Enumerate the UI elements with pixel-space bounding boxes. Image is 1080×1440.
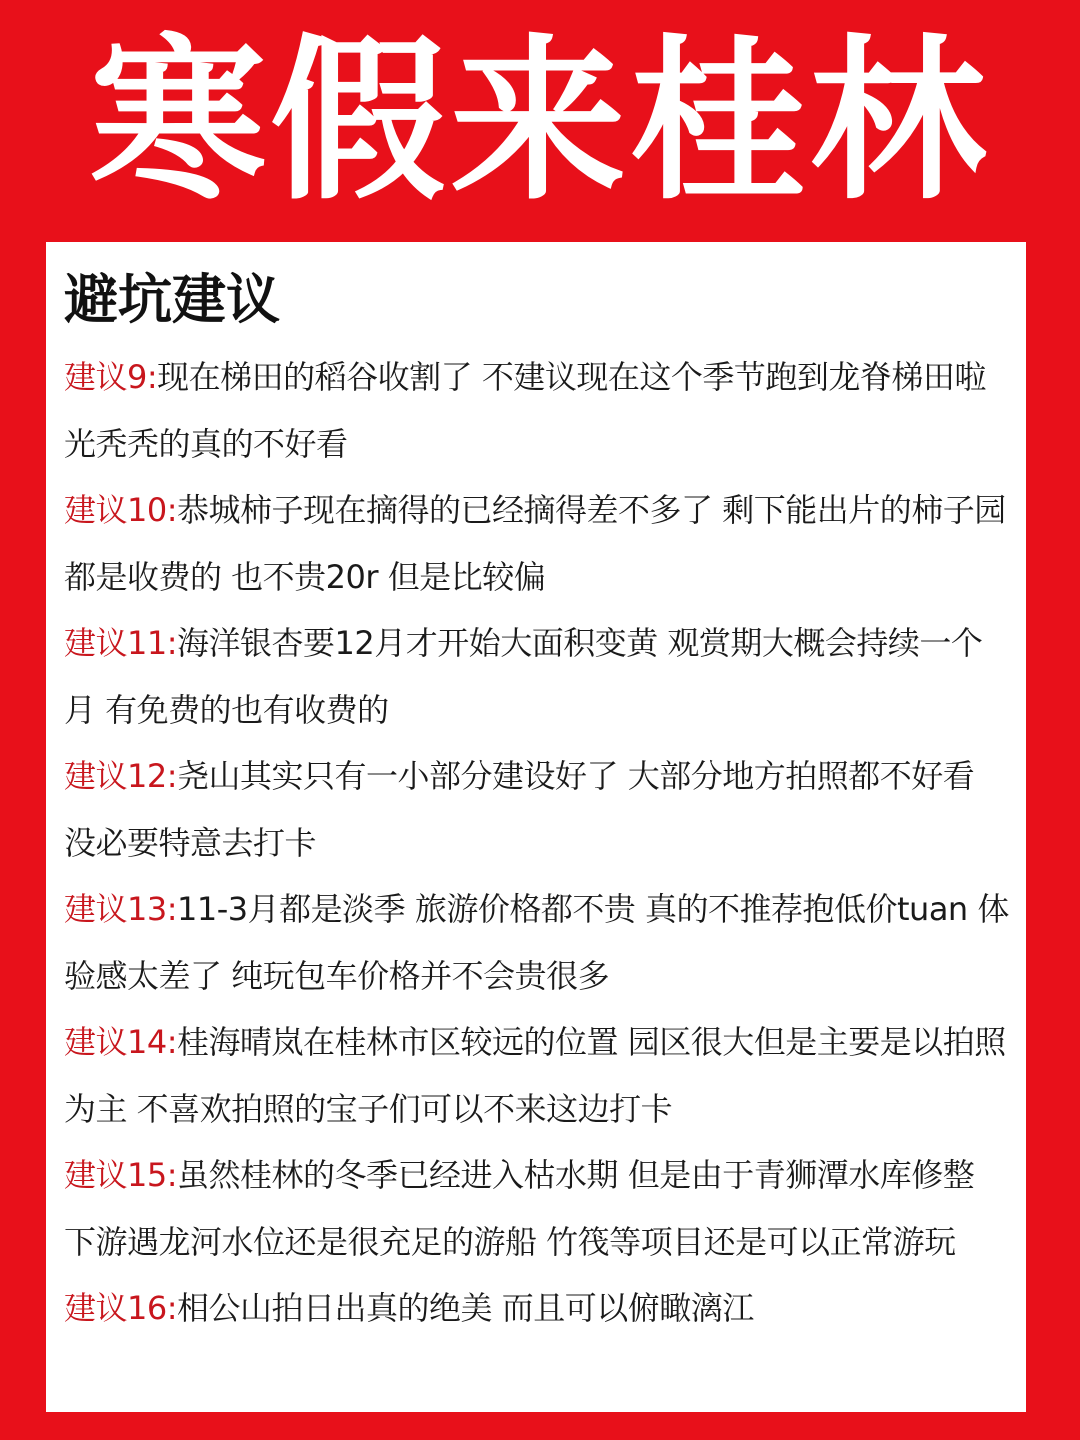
tip-text: 现在梯田的稻谷收割了 不建议现在这个季节跑到龙脊梯田啦 光秃秃的真的不好看 — [64, 358, 986, 463]
tip-label: 建议15: — [64, 1156, 178, 1194]
tip-item — [64, 743, 1010, 876]
tip-item — [64, 1142, 1010, 1275]
tip-label: 建议16: — [64, 1289, 178, 1327]
tip-label: 建议13: — [64, 890, 178, 928]
tip-label: 建议9: — [64, 358, 158, 396]
tips-card — [46, 242, 1026, 1412]
tip-label: 建议14: — [64, 1023, 178, 1061]
tip-item — [64, 1009, 1010, 1142]
tip-item — [64, 1275, 1010, 1342]
tip-label: 建议10: — [64, 491, 178, 529]
tip-text: 恭城柿子现在摘得的已经摘得差不多了 剩下能出片的柿子园都是收费的 也不贵20r 但是比较偏 — [64, 491, 1006, 596]
tip-text: 桂海晴岚在桂林市区较远的位置 园区很大但是主要是以拍照为主 不喜欢拍照的宝子们可以不来这边打卡 — [64, 1023, 1006, 1128]
tip-item — [64, 876, 1010, 1009]
tips-list — [64, 344, 1010, 1342]
tip-item — [64, 610, 1010, 743]
tip-label: 建议11: — [64, 624, 178, 662]
tip-text: 尧山其实只有一小部分建设好了 大部分地方拍照都不好看 没必要特意去打卡 — [64, 757, 975, 862]
tip-text: 海洋银杏要12月才开始大面积变黄 观赏期大概会持续一个月 有免费的也有收费的 — [64, 624, 983, 729]
tip-label: 建议12: — [64, 757, 178, 795]
section-heading: 避坑建议 — [64, 268, 280, 331]
tip-text: 相公山拍日出真的绝美 而且可以俯瞰漓江 — [177, 1289, 754, 1327]
page-title: 寒假来桂林 — [89, 19, 990, 224]
tip-item — [64, 477, 1010, 610]
tip-item — [64, 344, 1010, 477]
tip-text: 虽然桂林的冬季已经进入枯水期 但是由于青狮潭水库修整 下游遇龙河水位还是很充足的游船 竹筏等项目还是可以正常游玩 — [64, 1156, 975, 1261]
tip-text: 11-3月都是淡季 旅游价格都不贵 真的不推荐抱低价tuan 体验感太差了 纯玩包车价格并不会贵很多 — [64, 890, 1009, 995]
